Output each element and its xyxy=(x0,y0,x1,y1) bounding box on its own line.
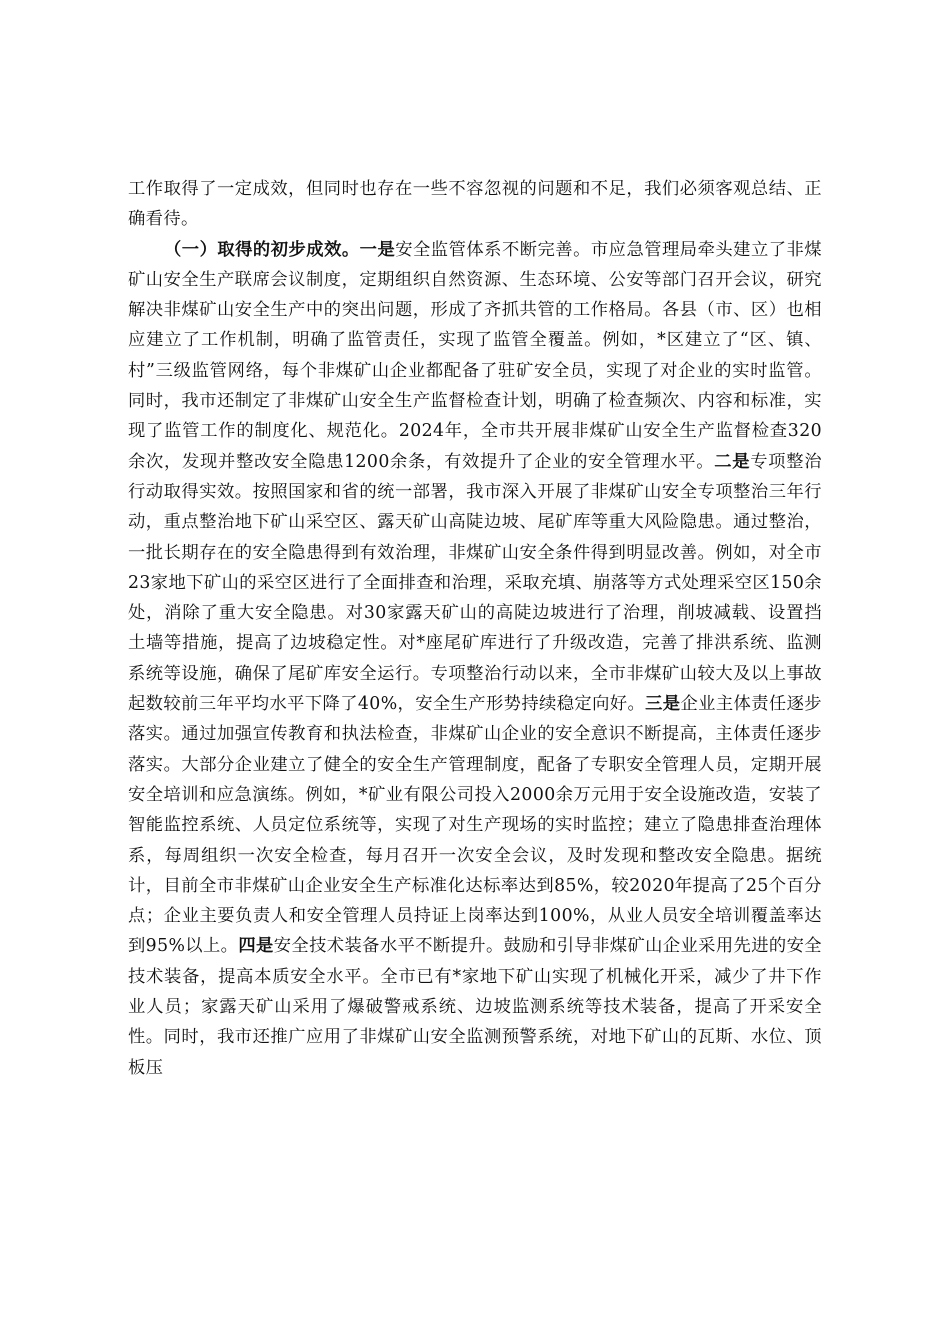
point-1-label: 一是 xyxy=(359,239,396,260)
section-heading: （一）取得的初步成效。 xyxy=(164,239,360,260)
paragraph-intro: 工作取得了一定成效，但同时也存在一些不容忽视的问题和不足，我们必须客观总结、正确看待。 xyxy=(128,179,822,230)
document-body xyxy=(128,174,822,1083)
point-1-text: 安全监管体系不断完善。市应急管理局牵头建立了非煤矿山安全生产联席会议制度，定期组织自然资源、生态环境、公安等部门召开会议，研究解决非煤矿山安全生产中的突出问题，形成了齐抓共管的工作格局。各县（市、区）也相应建立了工作机制，明确了监管责任，实现了监管全覆盖。例如，*区建立了“区、镇、村”三级监管网络，每个非煤矿山企业都配备了驻矿安全员，实现了对企业的实时监管。同时，我市还制定了非煤矿山安全生产监督检查计划，明确了检查频次、内容和标准，实现了监管工作的制度化、规范化。2024年，全市共开展非煤矿山安全生产监督检查320余次，发现并整改安全隐患1200余条，有效提升了企业的安全管理水平。 xyxy=(128,239,822,472)
point-4-label: 四是 xyxy=(238,936,274,957)
point-4-text: 安全技术装备水平不断提升。鼓励和引导非煤矿山企业采用先进的安全技术装备，提高本质安全水平。全市已有*家地下矿山实现了机械化开采，减少了井下作业人员；家露天矿山采用了爆破警戒系统、边坡监测系统等技术装备，提高了开采安全性。同时，我市还推广应用了非煤矿山安全监测预警系统，对地下矿山的瓦斯、水位、顶板压 xyxy=(128,936,822,1078)
point-2-text: 专项整治行动取得实效。按照国家和省的统一部署，我市深入开展了非煤矿山安全专项整治三年行动，重点整治地下矿山采空区、露天矿山高陡边坡、尾矿库等重大风险隐患。通过整治，一批长期存在的安全隐患得到有效治理，非煤矿山安全条件得到明显改善。例如，对全市23家地下矿山的采空区进行了全面排查和治理，采取充填、崩落等方式处理采空区150余处，消除了重大安全隐患。对30家露天矿山的高陡边坡进行了治理，削坡减载、设置挡土墙等措施，提高了边坡稳定性。对*座尾矿库进行了升级改造，完善了排洪系统、监测系统等设施，确保了尾矿库安全运行。专项整治行动以来，全市非煤矿山较大及以上事故起数较前三年平均水平下降了40%，安全生产形势持续稳定向好。 xyxy=(128,451,822,715)
point-3-label: 三是 xyxy=(645,694,681,715)
point-3-text: 企业主体责任逐步落实。通过加强宣传教育和执法检查，非煤矿山企业的安全意识不断提高，主体责任逐步落实。大部分企业建立了健全的安全生产管理制度，配备了专职安全管理人员，定期开展安全培训和应急演练。例如，*矿业有限公司投入2000余万元用于安全设施改造，安装了智能监控系统、人员定位系统等，实现了对生产现场的实时监控；建立了隐患排查治理体系，每周组织一次安全检查，每月召开一次安全会议，及时发现和整改安全隐患。据统计，目前全市非煤矿山企业安全生产标准化达标率达到85%，较2020年提高了25个百分点；企业主要负责人和安全管理人员持证上岗率达到100%，从业人员安全培训覆盖率达到95%以上。 xyxy=(128,694,822,957)
point-2-label: 二是 xyxy=(714,451,751,472)
paragraph-achievements xyxy=(128,235,822,1083)
